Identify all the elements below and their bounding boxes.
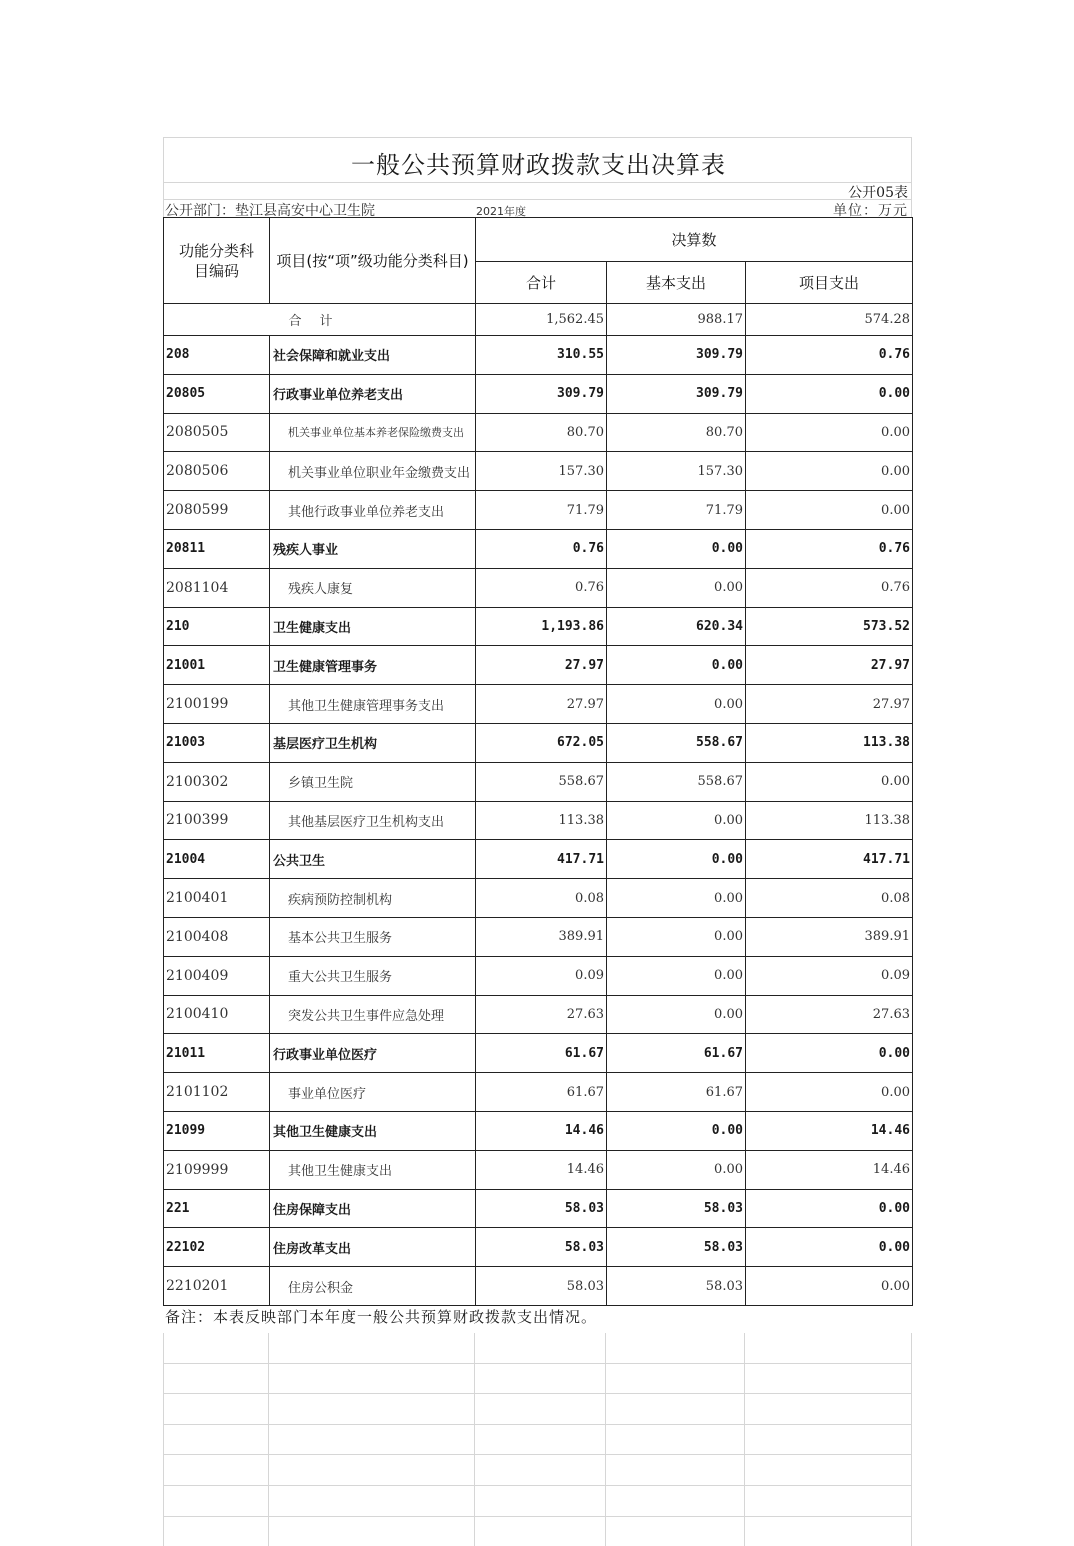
- table-row: [164, 840, 913, 879]
- grid-line: [163, 1333, 164, 1546]
- page-title: 一般公共预算财政拨款支出决算表: [351, 151, 726, 179]
- row-code: 21004: [164, 840, 270, 879]
- row-name: 其他卫生健康支出: [270, 1150, 476, 1189]
- row-basic: 0.00: [607, 995, 746, 1034]
- right-border: [911, 137, 912, 217]
- row-total: 672.05: [476, 723, 607, 762]
- row-project: 0.76: [746, 336, 913, 375]
- row-code: 2080506: [164, 452, 270, 491]
- title-row: [163, 138, 912, 182]
- row-code: 2100302: [164, 762, 270, 801]
- row-code: 2080599: [164, 491, 270, 530]
- row-total: 309.79: [476, 374, 607, 413]
- row-name: 基层医疗卫生机构: [270, 723, 476, 762]
- row-basic: 0.00: [607, 1111, 746, 1150]
- row-project: 0.00: [746, 1073, 913, 1112]
- row-basic: 0.00: [607, 840, 746, 879]
- row-basic: 309.79: [607, 374, 746, 413]
- row-project: 0.00: [746, 762, 913, 801]
- row-basic: 80.70: [607, 413, 746, 452]
- row-total: 71.79: [476, 491, 607, 530]
- row-name: 事业单位医疗: [270, 1073, 476, 1112]
- empty-row: [163, 1455, 912, 1486]
- row-name: 重大公共卫生服务: [270, 956, 476, 995]
- total-total: 1,562.45: [476, 304, 607, 336]
- row-code: 2100408: [164, 917, 270, 956]
- row-basic: 620.34: [607, 607, 746, 646]
- grid-line: [911, 1333, 912, 1546]
- row-basic: 0.00: [607, 646, 746, 685]
- row-basic: 58.03: [607, 1228, 746, 1267]
- table-row: [164, 801, 913, 840]
- row-project: 0.76: [746, 568, 913, 607]
- row-code: 20805: [164, 374, 270, 413]
- row-code: 2100399: [164, 801, 270, 840]
- row-basic: 309.79: [607, 336, 746, 375]
- header-project: 项目支出: [746, 262, 913, 304]
- row-code: 2109999: [164, 1150, 270, 1189]
- row-basic: 0.00: [607, 529, 746, 568]
- row-basic: 61.67: [607, 1073, 746, 1112]
- row-basic: 0.00: [607, 879, 746, 918]
- department-label: 公开部门：垫江县高安中心卫生院: [165, 203, 375, 219]
- row-total: 0.76: [476, 529, 607, 568]
- row-basic: 157.30: [607, 452, 746, 491]
- row-code: 21011: [164, 1034, 270, 1073]
- row-project: 417.71: [746, 840, 913, 879]
- row-total: 27.63: [476, 995, 607, 1034]
- row-project: 0.76: [746, 529, 913, 568]
- row-name: 其他行政事业单位养老支出: [270, 491, 476, 530]
- row-code: 208: [164, 336, 270, 375]
- header-final: 决算数: [476, 218, 913, 262]
- row-code: 2081104: [164, 568, 270, 607]
- row-total: 58.03: [476, 1189, 607, 1228]
- row-basic: 0.00: [607, 685, 746, 724]
- row-project: 389.91: [746, 917, 913, 956]
- unit-label: 单位：万元: [833, 203, 908, 219]
- table-row: [164, 568, 913, 607]
- row-name: 机关事业单位基本养老保险缴费支出: [270, 413, 476, 452]
- row-project: 0.00: [746, 452, 913, 491]
- row-total: 389.91: [476, 917, 607, 956]
- row-project: 0.00: [746, 374, 913, 413]
- row-code: 21099: [164, 1111, 270, 1150]
- row-total: 27.97: [476, 646, 607, 685]
- row-name: 疾病预防控制机构: [270, 879, 476, 918]
- table-row: [164, 452, 913, 491]
- row-total: 61.67: [476, 1034, 607, 1073]
- row-code: 210: [164, 607, 270, 646]
- row-total: 14.46: [476, 1150, 607, 1189]
- row-basic: 58.03: [607, 1267, 746, 1306]
- table-row: [164, 529, 913, 568]
- row-code: 22102: [164, 1228, 270, 1267]
- grid-line: [268, 1333, 269, 1546]
- table-row: [164, 917, 913, 956]
- table-row: [164, 374, 913, 413]
- row-name: 卫生健康管理事务: [270, 646, 476, 685]
- row-total: 61.67: [476, 1073, 607, 1112]
- row-basic: 71.79: [607, 491, 746, 530]
- row-total: 310.55: [476, 336, 607, 375]
- row-project: 0.09: [746, 956, 913, 995]
- row-name: 行政事业单位医疗: [270, 1034, 476, 1073]
- divider: [163, 182, 912, 183]
- row-total: 14.46: [476, 1111, 607, 1150]
- row-code: 221: [164, 1189, 270, 1228]
- total-label: 合计: [164, 304, 476, 336]
- table-row: [164, 762, 913, 801]
- row-basic: 58.03: [607, 1189, 746, 1228]
- table-row: [164, 1073, 913, 1112]
- row-project: 0.00: [746, 491, 913, 530]
- row-code: 21001: [164, 646, 270, 685]
- row-code: 2100199: [164, 685, 270, 724]
- table-row: [164, 879, 913, 918]
- row-name: 基本公共卫生服务: [270, 917, 476, 956]
- row-name: 机关事业单位职业年金缴费支出: [270, 452, 476, 491]
- form-number: 公开05表: [848, 185, 908, 201]
- row-name: 住房改革支出: [270, 1228, 476, 1267]
- row-total: 0.76: [476, 568, 607, 607]
- row-total: 558.67: [476, 762, 607, 801]
- row-basic: 0.00: [607, 801, 746, 840]
- table-row: [164, 491, 913, 530]
- row-code: 2100401: [164, 879, 270, 918]
- header-code: 功能分类科目编码: [164, 218, 270, 304]
- row-total: 58.03: [476, 1228, 607, 1267]
- row-project: 0.00: [746, 413, 913, 452]
- row-name: 行政事业单位养老支出: [270, 374, 476, 413]
- row-project: 573.52: [746, 607, 913, 646]
- row-name: 住房公积金: [270, 1267, 476, 1306]
- row-basic: 0.00: [607, 1150, 746, 1189]
- row-project: 0.00: [746, 1267, 913, 1306]
- row-name: 突发公共卫生事件应急处理: [270, 995, 476, 1034]
- row-name: 其他基层医疗卫生机构支出: [270, 801, 476, 840]
- total-project: 574.28: [746, 304, 913, 336]
- grid-line: [474, 1333, 475, 1546]
- table-row: [164, 1267, 913, 1306]
- row-name: 公共卫生: [270, 840, 476, 879]
- table-row: [164, 1228, 913, 1267]
- row-code: 2100409: [164, 956, 270, 995]
- row-basic: 0.00: [607, 568, 746, 607]
- empty-row: [163, 1517, 912, 1546]
- row-basic: 61.67: [607, 1034, 746, 1073]
- empty-grid: [163, 1333, 912, 1546]
- grid-line: [605, 1333, 606, 1546]
- table-row: [164, 646, 913, 685]
- grid-line: [744, 1333, 745, 1546]
- table-row: [164, 723, 913, 762]
- table-row: [164, 956, 913, 995]
- row-basic: 558.67: [607, 762, 746, 801]
- row-total: 0.08: [476, 879, 607, 918]
- empty-row: [163, 1394, 912, 1425]
- footnote: 备注：本表反映部门本年度一般公共预算财政拨款支出情况。: [165, 1308, 598, 1326]
- row-code: 20811: [164, 529, 270, 568]
- empty-row: [163, 1486, 912, 1517]
- header-item: 项目(按“项”级功能分类科目): [270, 218, 476, 304]
- table-row: [164, 336, 913, 375]
- empty-row: [163, 1425, 912, 1456]
- expenditure-table: [163, 217, 913, 1306]
- header-total: 合计: [476, 262, 607, 304]
- row-name: 住房保障支出: [270, 1189, 476, 1228]
- row-total: 0.09: [476, 956, 607, 995]
- table-row: [164, 1150, 913, 1189]
- table-row: [164, 607, 913, 646]
- row-total: 417.71: [476, 840, 607, 879]
- total-basic: 988.17: [607, 304, 746, 336]
- header-basic: 基本支出: [607, 262, 746, 304]
- table-row: [164, 685, 913, 724]
- row-basic: 0.00: [607, 917, 746, 956]
- row-name: 社会保障和就业支出: [270, 336, 476, 375]
- row-name: 其他卫生健康支出: [270, 1111, 476, 1150]
- row-project: 113.38: [746, 801, 913, 840]
- row-total: 80.70: [476, 413, 607, 452]
- row-project: 27.97: [746, 685, 913, 724]
- row-name: 其他卫生健康管理事务支出: [270, 685, 476, 724]
- row-total: 27.97: [476, 685, 607, 724]
- row-project: 113.38: [746, 723, 913, 762]
- row-code: 21003: [164, 723, 270, 762]
- row-total: 58.03: [476, 1267, 607, 1306]
- row-name: 残疾人康复: [270, 568, 476, 607]
- row-code: 2100410: [164, 995, 270, 1034]
- row-total: 1,193.86: [476, 607, 607, 646]
- table-row: [164, 1034, 913, 1073]
- row-basic: 558.67: [607, 723, 746, 762]
- row-code: 2210201: [164, 1267, 270, 1306]
- row-project: 0.00: [746, 1034, 913, 1073]
- row-project: 27.63: [746, 995, 913, 1034]
- row-name: 卫生健康支出: [270, 607, 476, 646]
- table-row: [164, 413, 913, 452]
- row-project: 14.46: [746, 1150, 913, 1189]
- left-border: [163, 137, 164, 217]
- row-project: 0.00: [746, 1189, 913, 1228]
- row-project: 27.97: [746, 646, 913, 685]
- table-row: [164, 995, 913, 1034]
- row-name: 残疾人事业: [270, 529, 476, 568]
- empty-row: [163, 1333, 912, 1364]
- row-project: 0.00: [746, 1228, 913, 1267]
- row-code: 2101102: [164, 1073, 270, 1112]
- row-project: 14.46: [746, 1111, 913, 1150]
- row-project: 0.08: [746, 879, 913, 918]
- total-row: [164, 304, 913, 336]
- empty-row: [163, 1364, 912, 1395]
- row-total: 157.30: [476, 452, 607, 491]
- fiscal-year: 2021年度: [476, 205, 526, 218]
- row-name: 乡镇卫生院: [270, 762, 476, 801]
- row-total: 113.38: [476, 801, 607, 840]
- row-basic: 0.00: [607, 956, 746, 995]
- table-row: [164, 1111, 913, 1150]
- row-code: 2080505: [164, 413, 270, 452]
- table-row: [164, 1189, 913, 1228]
